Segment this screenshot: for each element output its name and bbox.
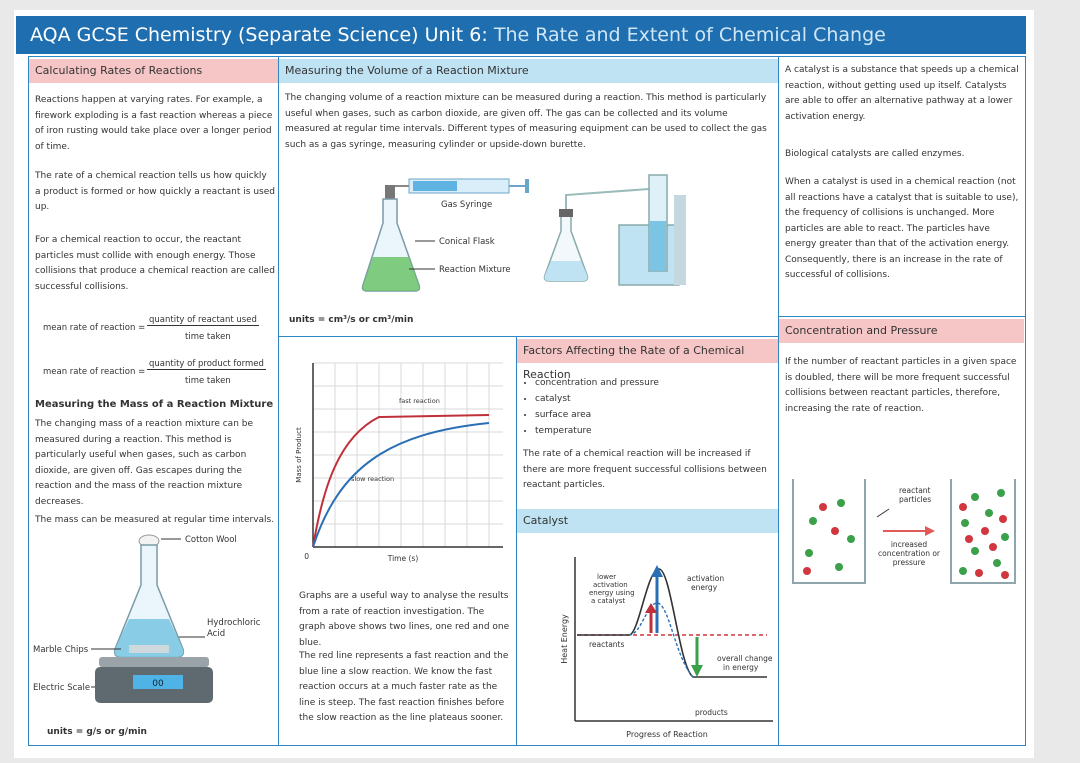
conical-flask-volume — [363, 185, 420, 291]
label-reactant-particles: reactant particles — [899, 486, 932, 504]
particle — [997, 489, 1005, 497]
particle — [1001, 571, 1009, 579]
particle — [847, 535, 855, 543]
particle — [803, 567, 811, 575]
calc-para-2: The rate of a chemical reaction tells us how quickly a product is formed or how quickly a reactant is used up. — [35, 171, 275, 212]
catalyst-para-1: A catalyst is a substance that speeds up a chemical reaction, without getting used up itself. Catalysts are able to offer an alternative pathway at a lower activation energy. — [785, 65, 1019, 122]
particle — [999, 515, 1007, 523]
particle — [971, 493, 979, 501]
electric-scale — [95, 657, 213, 703]
title-sub: The Rate and Extent of Chemical Change — [487, 24, 886, 46]
particle — [989, 543, 997, 551]
panel-measuring-volume — [278, 56, 780, 338]
factor-item: • surface area — [535, 407, 783, 423]
rate-graph-xlabel: Time (s) — [387, 554, 419, 563]
volume-para: The changing volume of a reaction mixture can be measured during a reaction. This method is particularly useful when gases, such as carbon dioxide, are given off. The gas can be collected and its volume measured at regular time intervals. Different types of measuring equipment can be used to collect the gas such as a gas syringe, measuring cylinder or upside-down burette. — [285, 93, 767, 150]
energy-ylabel: Heat Energy — [560, 614, 569, 664]
panel-concentration — [778, 316, 1026, 746]
particle — [809, 517, 817, 525]
particle — [1001, 533, 1009, 541]
label-increased-concentration: increased concentration or pressure — [878, 540, 940, 567]
mass-para-1: The changing mass of a reaction mixture can be measured during a reaction. This method is particularly useful when gases, such as carbon dioxide, are given off. Gas escapes during the reaction and the mass of the reaction mixture decreases. — [35, 419, 254, 507]
label-conical-flask: Conical Flask — [439, 237, 495, 247]
formula-product — [35, 359, 275, 391]
factor-item: • concentration and pressure — [535, 375, 783, 391]
formula-product-left: mean rate of reaction = — [43, 367, 146, 377]
upside-down-burette-setup — [545, 175, 687, 285]
particle — [981, 527, 989, 535]
label-activation-energy: activation energy — [687, 574, 725, 592]
gas-syringe — [391, 179, 529, 193]
label-electric-scale: Electric Scale — [33, 683, 91, 693]
panel-rate-graph — [278, 336, 518, 746]
particle — [831, 527, 839, 535]
particle — [985, 509, 993, 517]
particle — [959, 567, 967, 575]
rate-graph-origin: 0 — [304, 552, 309, 561]
particle — [805, 549, 813, 557]
label-lower-activation: lower activation energy using a catalyst — [589, 573, 635, 605]
fast-reaction-label: fast reaction — [399, 397, 440, 405]
particle — [971, 547, 979, 555]
energy-profile-diagram — [517, 537, 779, 745]
panel-calculating-rates — [28, 56, 280, 746]
graph-para-2: The red line represents a fast reaction and the blue line a slow reaction. We know the fast reaction occurs at a much faster rate as the line is steep. The fast reaction finishes before the slow reaction as the line plateaus sooner. — [299, 651, 509, 723]
label-products: products — [695, 708, 728, 717]
title-bar — [16, 16, 1026, 54]
formula-reactant-denominator: time taken — [185, 332, 231, 342]
concentration-diagram — [779, 467, 1025, 597]
volume-units: units = cm³/s or cm³/min — [289, 315, 414, 325]
beaker-low — [793, 479, 865, 583]
label-overall-change: overall change in energy — [717, 654, 773, 672]
title-main: AQA GCSE Chemistry (Separate Science) Unit 6: — [30, 24, 488, 46]
volume-header: Measuring the Volume of a Reaction Mixture — [279, 59, 778, 83]
particle — [961, 519, 969, 527]
conical-flask-mass — [115, 545, 184, 657]
catalyst-para-3: When a catalyst is used in a chemical reaction (not all reactions have a catalyst that is suitable to use), the frequency of collisions is unchanged. More particles are able to react. The particles have energy greater than that of the activation energy. Consequently, there is an increase in the rate of successful of collisions. — [785, 177, 1019, 280]
particle — [837, 499, 845, 507]
catalysed-curve — [629, 603, 693, 677]
formula-product-numerator: quantity of product formed — [149, 359, 264, 369]
mass-para-2: The mass can be measured at regular time intervals. — [35, 515, 275, 525]
factor-item: • catalyst — [535, 391, 783, 407]
factor-item: • temperature — [535, 423, 783, 439]
panel-catalyst-info — [778, 56, 1026, 318]
calc-para-1: Reactions happen at varying rates. For example, a firework exploding is a fast reaction whereas a piece of iron rusting would take place over a longer period of time. — [35, 95, 273, 152]
catalyst-header: Catalyst — [517, 509, 778, 533]
label-reactants: reactants — [589, 640, 625, 649]
marble-chips-shape — [129, 645, 169, 653]
calc-para-3: For a chemical reaction to occur, the reactant particles must collide with enough energy. Those collisions that produce a chemical reaction are called successful collisions. — [35, 235, 275, 292]
panel-factors — [516, 336, 780, 746]
formula-reactant-numerator: quantity of reactant used — [149, 315, 257, 325]
particle — [835, 563, 843, 571]
label-gas-syringe: Gas Syringe — [441, 200, 493, 210]
label-marble-chips: Marble Chips — [33, 645, 89, 655]
mass-units: units = g/s or g/min — [47, 727, 147, 737]
particle — [993, 559, 1001, 567]
particles-high — [959, 489, 1009, 579]
factors-header: Factors Affecting the Rate of a Chemical Reaction — [517, 339, 778, 363]
rate-graph — [279, 337, 517, 577]
factors-list — [523, 375, 783, 439]
mass-heading: Measuring the Mass of a Reaction Mixture — [35, 399, 274, 410]
volume-apparatus-diagram — [279, 165, 779, 315]
particle — [959, 503, 967, 511]
slow-reaction-label: slow reaction — [351, 475, 395, 483]
scale-display-value: 00 — [152, 679, 164, 689]
formula-product-denominator: time taken — [185, 376, 231, 386]
particle — [965, 535, 973, 543]
label-reaction-mixture: Reaction Mixture — [439, 265, 511, 275]
formula-reactant — [35, 315, 275, 347]
calc-header: Calculating Rates of Reactions — [29, 59, 278, 83]
conc-header: Concentration and Pressure — [779, 319, 1024, 343]
energy-xlabel: Progress of Reaction — [626, 730, 708, 739]
conc-para: If the number of reactant particles in a given space is doubled, there will be more frequent successful collisions between reactant particles, therefore, increasing the rate of reaction. — [785, 357, 1017, 414]
formula-reactant-left: mean rate of reaction = — [43, 323, 146, 333]
label-hydrochloric-acid: Hydrochloric Acid — [207, 618, 261, 639]
rate-graph-ylabel: Mass of Product — [295, 427, 303, 483]
label-cotton-wool: Cotton Wool — [185, 535, 237, 545]
graph-para-1: Graphs are a useful way to analyse the results from a rate of reaction investigation. The graph above shows two lines, one red and one blue. — [299, 591, 510, 648]
particle — [819, 503, 827, 511]
catalyst-para-2: Biological catalysts are called enzymes. — [785, 149, 965, 159]
particles-low — [803, 499, 855, 575]
factors-para: The rate of a chemical reaction will be increased if there are more frequent successful collisions between reactant particles. — [523, 449, 767, 490]
mass-apparatus-diagram — [29, 527, 279, 737]
particle — [975, 569, 983, 577]
